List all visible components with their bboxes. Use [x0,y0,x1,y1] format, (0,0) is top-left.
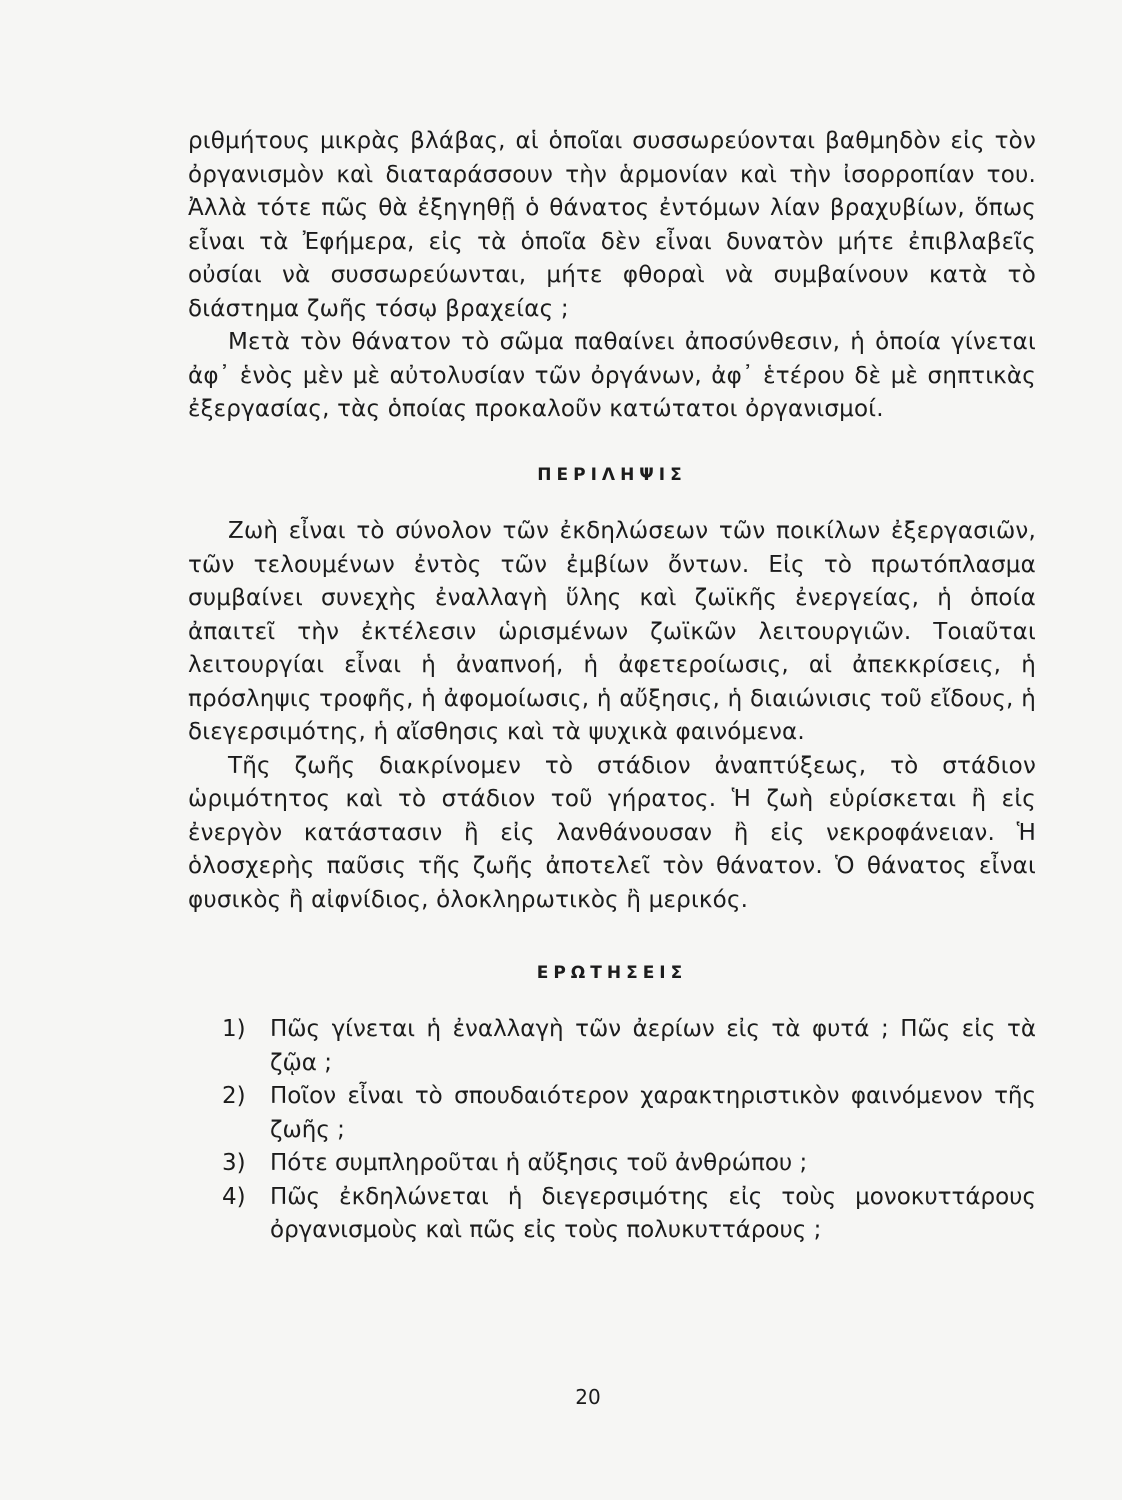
question-item [222,1013,1036,1080]
questions-list [222,1013,1036,1248]
question-text: Ποῖον εἶναι τὸ σπουδαιότερον χαρακτηριστικὸν φαινόμενον τῆς ζωῆς ; [270,1083,1036,1143]
question-text: Πῶς ἐκδηλώνεται ἡ διεγερσιμότης εἰς τοὺς μονοκυττάρους ὀργανισμοὺς καὶ πῶς εἰς τοὺς πολυκυττάρους ; [270,1183,1036,1243]
question-item [222,1147,1036,1181]
question-text: Πότε συμπληροῦται ἡ αὔξησις τοῦ ἀνθρώπου ; [270,1150,808,1176]
question-number: 1) [222,1016,246,1042]
question-number: 2) [222,1083,246,1109]
summary-text [188,515,1036,917]
paragraph-continued: ριθμήτους μικρὰς βλάβας, αἱ ὁποῖαι συσσωρεύονται βαθμηδὸν εἰς τὸν ὀργανισμὸν καὶ διαταράσσουν τὴν ἁρμονίαν καὶ τὴν ἰσορροπίαν του. Ἀλλὰ τότε πῶς θὰ ἐξηγηθῇ ὁ θάνατος ἐντόμων λίαν βραχυβίων, ὅπως εἶναι τὰ Ἐφήμερα, εἰς τὰ ὁποῖα δὲν εἶναι δυνατὸν μήτε ἐπιβλαβεῖς οὐσίαι νὰ συσσωρεύωνται, μήτε φθοραὶ νὰ συμβαίνουν κατὰ τὸ διάστημα ζωῆς τόσῳ βραχείας ; [188,128,1036,322]
question-number: 3) [222,1150,246,1176]
questions-heading: ΕΡΩΤΗΣΕΙΣ [536,963,688,983]
question-item [222,1080,1036,1147]
page-number: 20 [575,1385,601,1409]
summary-paragraph-life: Ζωὴ εἶναι τὸ σύνολον τῶν ἐκδηλώσεων τῶν ποικίλων ἐξεργασιῶν, τῶν τελουμένων ἐντὸς τῶν ἐμβίων ὄντων. Εἰς τὸ πρωτόπλασμα συμβαίνει συνεχὴς ἐναλλαγὴ ὕλης καὶ ζωϊκῆς ἐνεργείας, ἡ ὁποία ἀπαιτεῖ τὴν ἐκτέλεσιν ὡρισμένων ζωϊκῶν λειτουργιῶν. Τοιαῦται λειτουργίαι εἶναι ἡ ἀναπνοή, ἡ ἀφετεροίωσις, αἱ ἀπεκκρίσεις, ἡ πρόσληψις τροφῆς, ἡ ἀφομοίωσις, ἡ αὔξησις, ἡ διαιώνισις τοῦ εἴδους, ἡ διεγερσιμότης, ἡ αἴσθησις καὶ τὰ ψυχικὰ φαινόμενα. [188,518,1036,745]
question-text: Πῶς γίνεται ἡ ἐναλλαγὴ τῶν ἀερίων εἰς τὰ φυτά ; Πῶς εἰς τὰ ζῷα ; [270,1016,1036,1076]
summary-paragraph-stages: Τῆς ζωῆς διακρίνομεν τὸ στάδιον ἀναπτύξεως, τὸ στάδιον ὡριμότητος καὶ τὸ στάδιον τοῦ γήρατος. Ἡ ζωὴ εὑρίσκεται ἢ εἰς ἐνεργὸν κατάστασιν ἢ εἰς λανθάνουσαν ἢ εἰς νεκροφάνειαν. Ἡ ὁλοσχερὴς παῦσις τῆς ζωῆς ἀποτελεῖ τὸν θάνατον. Ὁ θάνατος εἶναι φυσικὸς ἢ αἰφνίδιος, ὁλοκληρωτικὸς ἢ μερικός. [188,752,1036,913]
body-text-top [188,125,1036,427]
paragraph-decomposition: Μετὰ τὸν θάνατον τὸ σῶμα παθαίνει ἀποσύνθεσιν, ἡ ὁποία γίνεται ἀφ᾽ ἑνὸς μὲν μὲ αὐτολυσίαν τῶν ὀργάνων, ἀφ᾽ ἑτέρου δὲ μὲ σηπτικὰς ἐξεργασίας, τὰς ὁποίας προκαλοῦν κατώτατοι ὀργανισμοί. [188,329,1036,422]
question-number: 4) [222,1183,246,1210]
question-item [222,1181,1036,1248]
summary-heading: ΠΕΡΙΛΗΨΙΣ [537,465,687,485]
